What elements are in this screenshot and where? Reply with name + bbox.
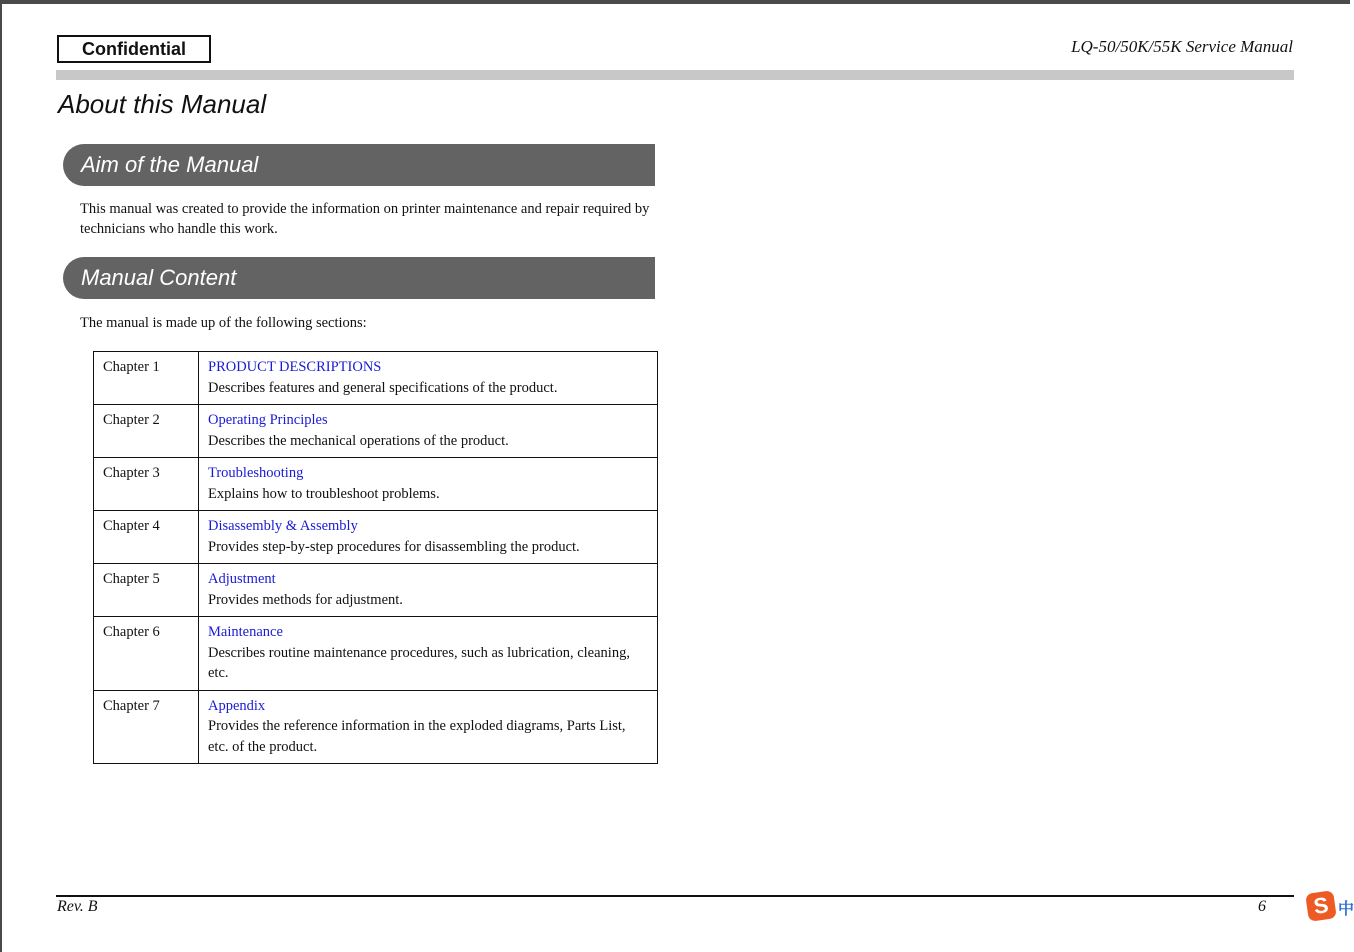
chapter-description: Provides methods for adjustment.	[208, 591, 403, 608]
window-top-border	[0, 0, 1350, 4]
chapter-info-cell	[199, 511, 658, 564]
section-title-aim: Aim of the Manual	[81, 152, 259, 177]
ime-tray-icon[interactable]	[1305, 890, 1337, 922]
chapter-title-link[interactable]: Operating Principles	[208, 412, 328, 428]
chapter-number: Chapter 4	[94, 511, 199, 564]
window-left-border	[0, 0, 2, 952]
chapter-title-link[interactable]: Adjustment	[208, 571, 276, 587]
chapter-number: Chapter 6	[94, 617, 199, 691]
section-title-content: Manual Content	[81, 265, 237, 290]
chapter-info-cell	[199, 458, 658, 511]
table-row	[94, 617, 658, 691]
ime-icon-glyph: S	[1311, 892, 1330, 919]
manual-title: LQ-50/50K/55K Service Manual	[1071, 37, 1293, 56]
chapter-title-link[interactable]: PRODUCT DESCRIPTIONS	[208, 359, 382, 375]
page-title: About this Manual	[58, 89, 267, 119]
chapter-title-link[interactable]: Maintenance	[208, 624, 283, 640]
chapter-info-cell	[199, 564, 658, 617]
header-divider-bar	[56, 70, 1294, 80]
chapter-number: Chapter 5	[94, 564, 199, 617]
revision-label: Rev. B	[57, 898, 98, 915]
ime-language-indicator[interactable]: 中	[1338, 899, 1354, 918]
chapter-info-cell	[199, 405, 658, 458]
chapter-number: Chapter 7	[94, 690, 199, 764]
aim-paragraph: This manual was created to provide the information on printer maintenance and repair required by technicians who handle this work.	[80, 201, 650, 237]
chapter-info-cell	[199, 352, 658, 405]
chapter-info-cell	[199, 617, 658, 691]
table-row	[94, 564, 658, 617]
chapter-description: Describes routine maintenance procedures, such as lubrication, cleaning, etc.	[208, 644, 630, 681]
chapters-table	[93, 351, 658, 764]
confidential-label: Confidential	[57, 35, 211, 63]
chapter-title-link[interactable]: Disassembly & Assembly	[208, 518, 358, 534]
footer-divider	[56, 895, 1294, 897]
chapter-number: Chapter 1	[94, 352, 199, 405]
chapter-number: Chapter 2	[94, 405, 199, 458]
section-heading-aim	[63, 144, 655, 186]
table-row	[94, 352, 658, 405]
chapter-description: Provides the reference information in the exploded diagrams, Parts List, etc. of the product.	[208, 718, 626, 755]
content-intro-paragraph: The manual is made up of the following sections:	[80, 315, 367, 331]
chapter-description: Describes features and general specifications of the product.	[208, 379, 558, 396]
table-row	[94, 458, 658, 511]
table-row	[94, 405, 658, 458]
chapter-description: Provides step-by-step procedures for disassembling the product.	[208, 538, 580, 555]
chapter-number: Chapter 3	[94, 458, 199, 511]
chapter-title-link[interactable]: Troubleshooting	[208, 465, 304, 481]
table-row	[94, 511, 658, 564]
chapter-info-cell	[199, 690, 658, 764]
chapter-description: Explains how to troubleshoot problems.	[208, 485, 440, 502]
section-heading-content	[63, 257, 655, 299]
chapter-title-link[interactable]: Appendix	[208, 697, 266, 714]
table-row	[94, 690, 658, 764]
page-number: 6	[1258, 898, 1266, 915]
chapter-description: Describes the mechanical operations of the product.	[208, 432, 509, 449]
